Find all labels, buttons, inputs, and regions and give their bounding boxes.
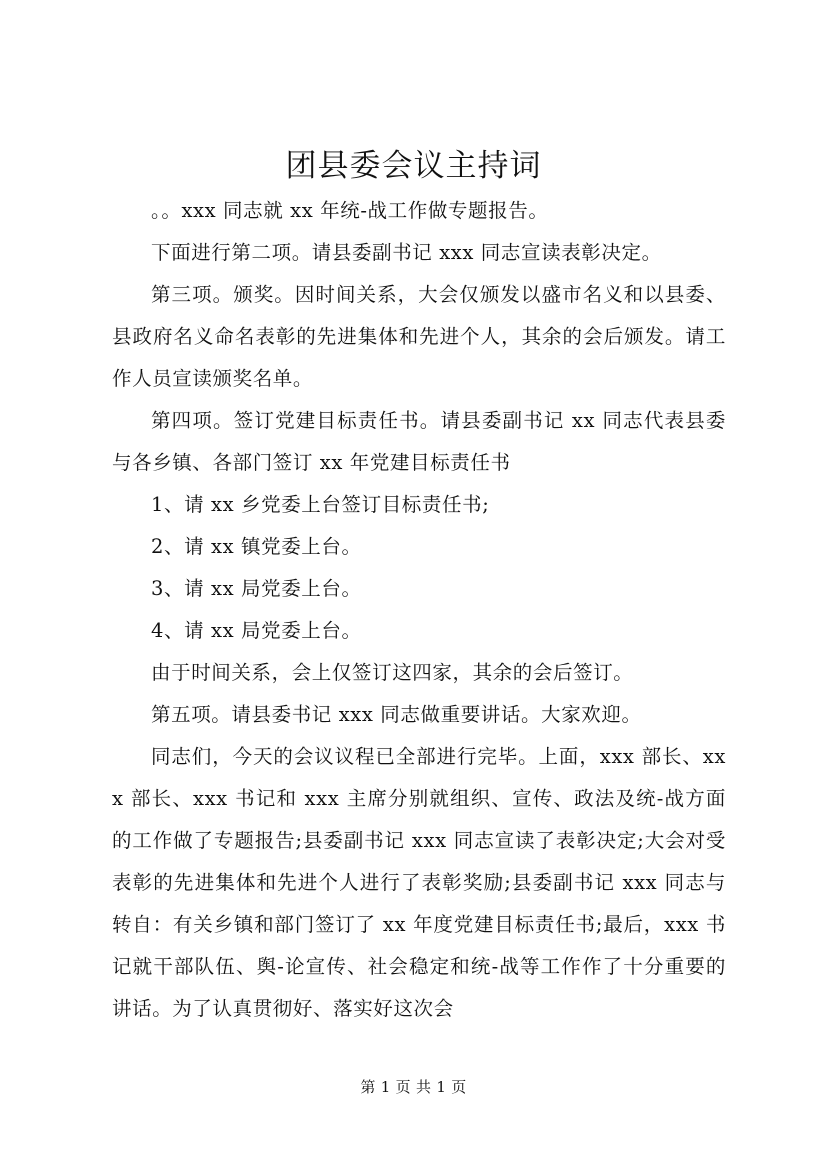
paragraph: 第五项。请县委书记 xxx 同志做重要讲话。大家欢迎。 (151, 703, 642, 726)
document-body (112, 190, 726, 1030)
list-item: 2、请 xx 镇党委上台。 (151, 535, 362, 558)
page-number: 第 1 页 共 1 页 (360, 1078, 467, 1096)
paragraph: 。。xxx 同志就 xx 年统-战工作做专题报告。 (151, 199, 549, 222)
paragraph: 下面进行第二项。请县委副书记 xxx 同志宣读表彰决定。 (151, 241, 662, 264)
paragraph: 由于时间关系，会上仅签订这四家，其余的会后签订。 (151, 661, 634, 684)
list-item: 4、请 xx 局党委上台。 (151, 619, 362, 642)
paragraph: 第三项。颁奖。因时间关系，大会仅颁发以盛市名义和以县委、县政府名义命名表彰的先进集体和先进个人，其余的会后颁发。请工作人员宣读颁奖名单。 (112, 283, 726, 390)
paragraph: 同志们，今天的会议议程已全部进行完毕。上面，xxx 部长、xxx 部长、xxx 书记和 xxx 主席分别就组织、宣传、政法及统-战方面的工作做了专题报告;县委副书记 xxx 同志宣读了表彰决定;大会对受表彰的先进集体和先进个人进行了表彰奖励;县委副书记 xxx 同志与转自：有关乡镇和部门签订了 xx 年度党建目标责任书;最后，xxx 书记就干部队伍、舆-论宣传、社会稳定和统-战等工作作了十分重要的讲话。为了认真贯彻好、落实好这次会 (112, 745, 726, 1020)
document-title: 团县委会议主持词 (285, 148, 542, 184)
paragraph: 第四项。签订党建目标责任书。请县委副书记 xx 同志代表县委与各乡镇、各部门签订 xx 年党建目标责任书 (112, 409, 726, 474)
list-item: 1、请 xx 乡党委上台签订目标责任书; (151, 493, 490, 516)
list-item: 3、请 xx 局党委上台。 (151, 577, 362, 600)
